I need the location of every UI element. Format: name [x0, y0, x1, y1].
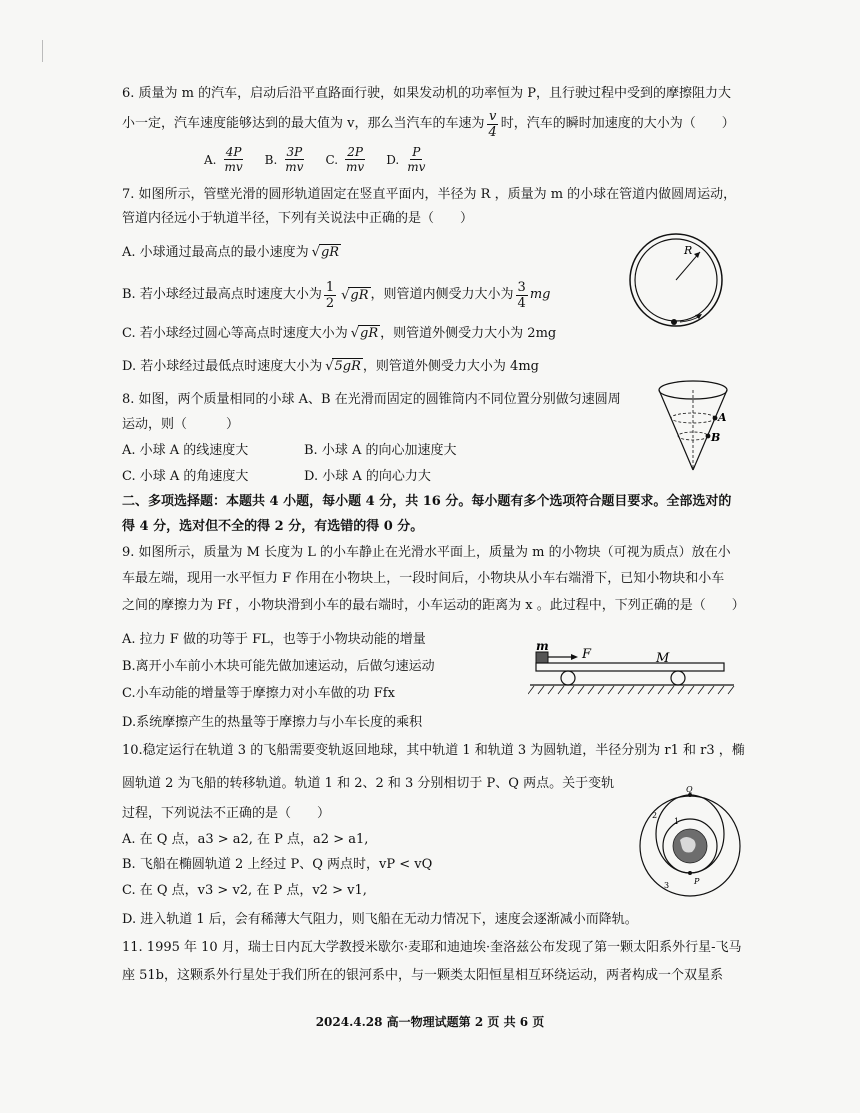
q7-c-text2: ，则管道外侧受力大小为 2mg	[380, 326, 557, 341]
q7-option-c[interactable]	[122, 325, 556, 343]
ball	[671, 319, 677, 325]
q6-line2	[122, 110, 735, 139]
q6-b-num: 3P	[286, 145, 303, 159]
margin-mark	[42, 40, 43, 62]
q7-b-frac	[324, 281, 336, 310]
q8-option-b[interactable]: B. 小球 A 的向心加速度大	[304, 443, 457, 458]
cone-right-edge	[693, 390, 727, 470]
q6-option-c-frac	[344, 146, 366, 173]
force-arrowhead	[571, 654, 578, 660]
cone-left-edge	[659, 390, 693, 470]
q7-line2: 管道内径远小于轨道半径，下列有关说法中正确的是（ ）	[122, 211, 474, 226]
q6-d-den: mv	[407, 160, 426, 174]
q7-a-sqrt: √ gR	[319, 244, 341, 262]
q6-option-a[interactable]	[204, 146, 247, 173]
q9-option-a[interactable]: A. 拉力 F 做的功等于 FL，也等于小物块动能的增量	[122, 632, 426, 647]
label-orbit-2: 2	[652, 811, 658, 820]
page-footer: 2024.4.28 高一物理试题第 2 页 共 6 页	[315, 1015, 545, 1029]
ball-b	[706, 434, 711, 439]
q6-frac-den: 4	[488, 125, 497, 140]
q7-d-text2: ，则管道外侧受力大小为 4mg	[362, 359, 539, 374]
q9-line1: 9. 如图所示，质量为 M 长度为 L 的小车静止在光滑水平面上，质量为 m 的小物块（可视为质点）放在小	[122, 545, 731, 560]
q7-b-frac2-num: 3	[517, 280, 526, 295]
ground-hatching	[528, 686, 734, 694]
q7-b-sqrt: √ gR	[348, 287, 370, 305]
left-wheel	[561, 671, 575, 685]
label-m: m	[536, 640, 549, 653]
q6-option-c[interactable]	[325, 146, 368, 173]
q10-option-c[interactable]: C. 在 Q 点，v3 > v2, 在 P 点，v2 > v1,	[122, 883, 367, 898]
cart-body	[536, 663, 724, 671]
q10-orbit-figure	[632, 784, 748, 900]
q7-a-text: A. 小球通过最高点的最小速度为	[122, 245, 309, 260]
q9-line3: 之间的摩擦力为 Ff ，小物块滑到小车的最右端时，小车运动的距离为 x 。此过程中，下列正确的是（ ）	[122, 598, 745, 613]
q6-option-b[interactable]	[265, 146, 308, 173]
q6-b-den: mv	[285, 160, 304, 174]
q7-b-frac-den: 2	[325, 296, 335, 311]
q9-option-d[interactable]: D.系统摩擦产生的热量等于摩擦力与小车长度的乘积	[122, 715, 423, 730]
q6-line2a: 小一定，汽车速度能够达到的最大值为 v，那么当汽车的车速为	[122, 116, 485, 132]
q6-d-num: P	[412, 145, 421, 159]
q9-cart-figure	[528, 640, 738, 698]
label-a: A	[718, 411, 727, 424]
label-F: F	[582, 647, 592, 662]
q6-option-b-frac	[283, 146, 305, 173]
q7-b-frac2	[516, 281, 528, 310]
q8-option-a[interactable]: A. 小球 A 的线速度大	[122, 443, 249, 458]
q10-option-a[interactable]: A. 在 Q 点，a3 > a2, 在 P 点，a2 > a1,	[122, 832, 369, 847]
q10-line1: 10.稳定运行在轨道 3 的飞船需要变轨返回地球，其中轨道 1 和轨道 3 为圆轨道，半径分别为 r1 和 r3 ，椭	[122, 743, 745, 758]
label-orbit-3: 3	[664, 881, 670, 890]
q6-a-den: mv	[224, 160, 243, 174]
q7-option-b[interactable]	[122, 281, 550, 310]
radius-label: R	[684, 244, 693, 257]
q6-a-num: 4P	[225, 145, 242, 159]
q8-line2: 运动，则（ ）	[122, 417, 240, 432]
q11-line2: 座 51b，这颗系外行星处于我们所在的银河系中，与一颗类太阳恒星相互环绕运动，两者构成一个双星系	[122, 968, 723, 983]
ball-a	[713, 416, 718, 421]
q7-c-sqrt: √ gR	[358, 325, 380, 343]
q6-line1: 6. 质量为 m 的汽车，启动后沿平直路面行驶，如果发动机的功率恒为 P，且行驶过程中受到的摩擦阻力大	[122, 86, 732, 101]
q6-option-c-letter: C.	[325, 152, 339, 167]
q7-b-text1: B. 若小球经过最高点时速度大小为	[122, 287, 322, 303]
q7-line1: 7. 如图所示，管壁光滑的圆形轨道固定在竖直平面内，半径为 R ，质量为 m 的小球在管道内做圆周运动，	[122, 187, 737, 202]
q7-circular-track-figure	[628, 232, 724, 328]
q6-c-num: 2P	[347, 145, 363, 159]
q6-option-d-frac	[405, 146, 427, 173]
q10-line2: 圆轨道 2 为飞船的转移轨道。轨道 1 和 2、2 和 3 分别相切于 P、Q 两点。关于变轨	[122, 776, 615, 791]
q7-option-d[interactable]	[122, 358, 539, 376]
q10-option-d[interactable]: D. 进入轨道 1 后，会有稀薄大气阻力，则飞船在无动力情况下，速度会逐渐减小而降轨。	[122, 912, 638, 927]
q6-option-d[interactable]	[386, 146, 429, 173]
label-M: M	[656, 651, 670, 666]
label-P: P	[694, 877, 700, 886]
q9-option-b[interactable]: B.离开小车前小木块可能先做加速运动，后做匀速运动	[122, 659, 435, 674]
radius-arrowhead	[694, 252, 700, 258]
block-m	[536, 652, 548, 663]
q7-b-text3: mg	[529, 287, 551, 303]
q9-option-c[interactable]: C.小车动能的增量等于摩擦力对小车做的功 Ffx	[122, 686, 395, 701]
section2-line2: 得 4 分，选对但不全的得 2 分，有选错的得 0 分。	[122, 519, 424, 534]
section2-line1: 二、多项选择题：本题共 4 小题，每小题 4 分，共 16 分。每小题有多个选项符合题目要求。全部选对的	[122, 494, 732, 509]
q7-b-frac2-den: 4	[517, 296, 526, 311]
label-orbit-1: 1	[674, 817, 680, 826]
q7-d-text1: D. 若小球经过最低点时速度大小为	[122, 359, 323, 374]
right-wheel	[671, 671, 685, 685]
q6-c-den: mv	[346, 160, 365, 174]
q7-d-sqrt: √ 5gR	[332, 358, 363, 376]
q6-option-a-letter: A.	[204, 152, 217, 167]
q8-line1: 8. 如图，两个质量相同的小球 A、B 在光滑而固定的圆锥筒内不同位置分别做匀速圆周	[122, 392, 621, 407]
q6-option-a-frac	[222, 146, 244, 173]
q7-option-a[interactable]	[122, 244, 341, 262]
q10-line3: 过程，下列说法不正确的是（ ）	[122, 806, 331, 821]
q11-line1: 11. 1995 年 10 月，瑞士日内瓦大学教授米歇尔·麦耶和迪迪埃·奎洛兹公布发现了第一颗太阳系外行星-飞马	[122, 940, 742, 955]
q6-line2b: 时，汽车的瞬时加速度的大小为（ ）	[500, 116, 735, 132]
q10-option-b[interactable]: B. 飞船在椭圆轨道 2 上经过 P、Q 两点时，vP < vQ	[122, 857, 433, 872]
q7-b-frac-num: 1	[325, 280, 335, 295]
q7-b-text2: ，则管道内侧受力大小为	[370, 287, 514, 303]
q8-option-c[interactable]: C. 小球 A 的角速度大	[122, 469, 249, 484]
q6-option-d-letter: D.	[386, 152, 400, 167]
point-P	[688, 871, 692, 875]
q6-option-b-letter: B.	[264, 152, 278, 167]
q6-options	[204, 146, 429, 173]
q8-option-d[interactable]: D. 小球 A 的向心力大	[304, 469, 431, 484]
q6-frac-num: v	[488, 109, 497, 124]
q8-cone-figure	[655, 378, 735, 474]
q7-c-text1: C. 若小球经过圆心等高点时速度大小为	[122, 326, 348, 341]
label-b: B	[711, 431, 721, 444]
q9-line2: 车最左端，现用一水平恒力 F 作用在小物块上，一段时间后，小物块从小车右端滑下，已知小物块和小车	[122, 571, 725, 586]
q6-fraction	[486, 110, 498, 139]
label-Q: Q	[686, 785, 693, 794]
